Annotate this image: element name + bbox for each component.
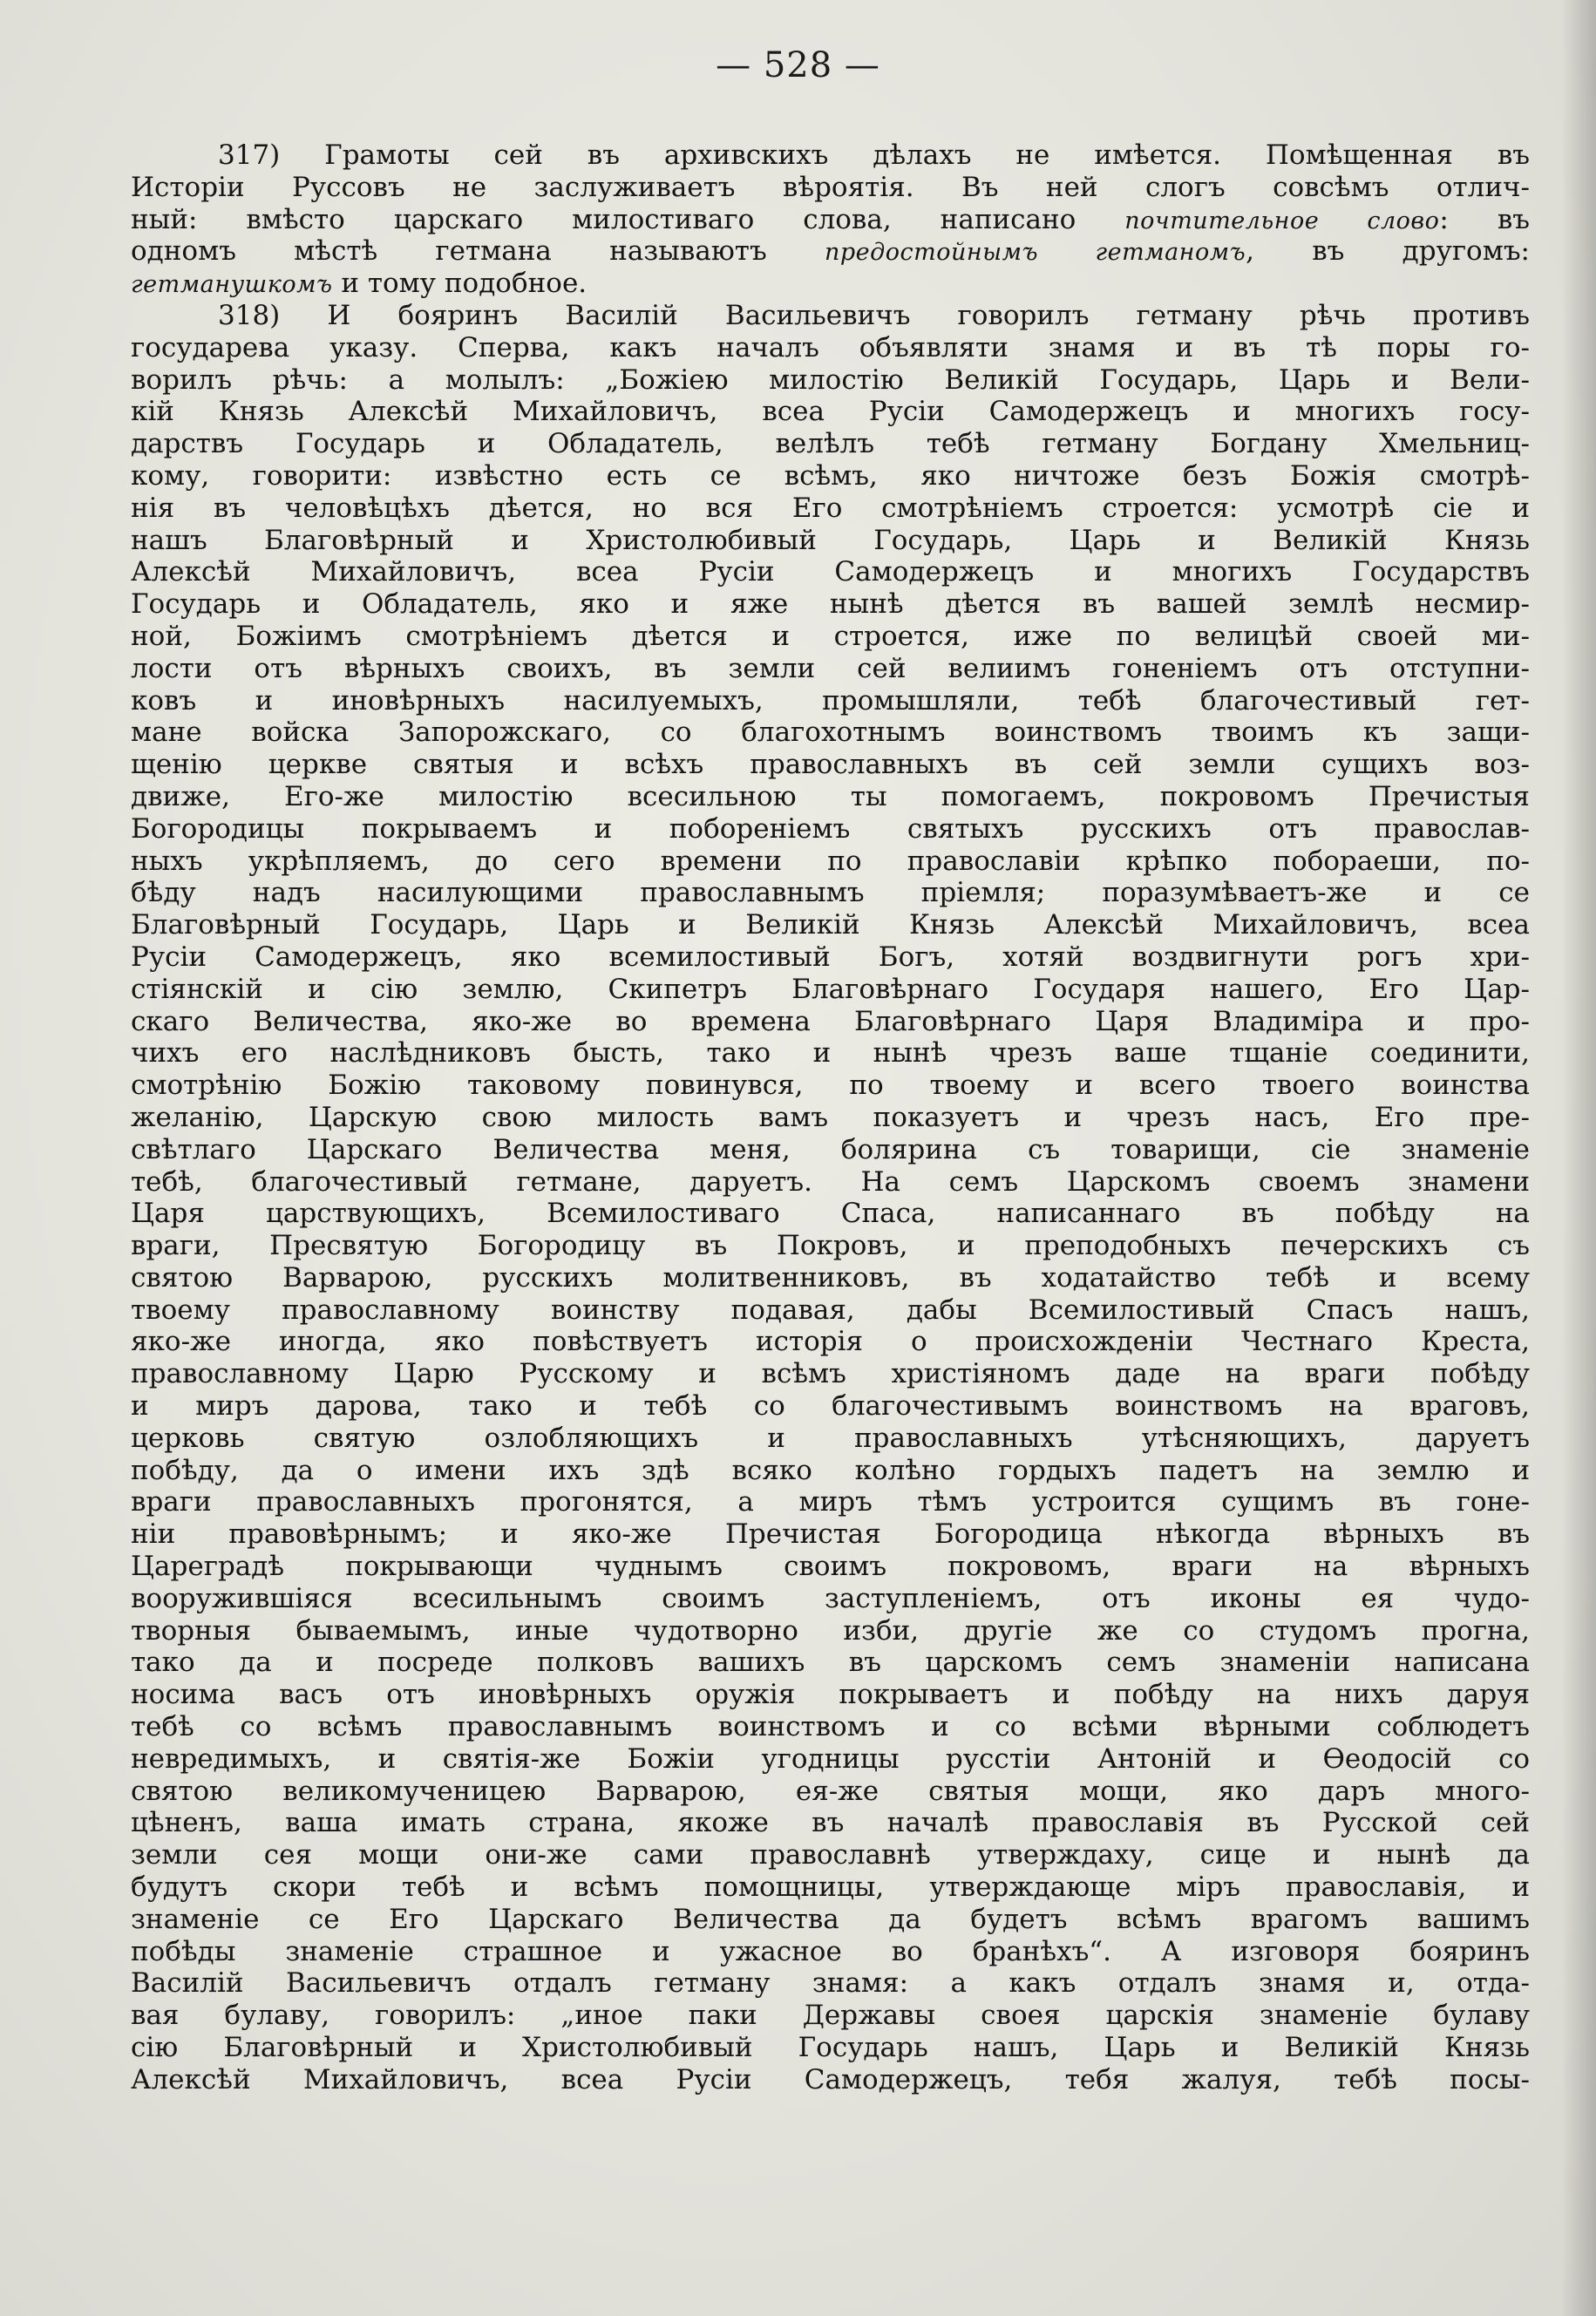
text-line [131, 268, 1530, 300]
text-line: кій Князь Алексѣй Михайловичъ, всеа Русіи Самодержецъ и многихъ госу- [131, 396, 1530, 428]
text-line: щенію церкве святыя и всѣхъ православныхъ въ сей земли сущихъ воз- [131, 749, 1530, 781]
text-line: яко-же иногда, яко повѣствуетъ исторія о происхожденіи Честнаго Креста, [131, 1326, 1530, 1358]
text-line: носима васъ отъ иновѣрныхъ оружія покрываетъ и побѣду на нихъ даруя [131, 1679, 1530, 1711]
text-run: ный: вмѣсто царскаго милостиваго слова, написано [131, 203, 1076, 235]
text-line: движе, Его-же милостію всесильною ты помогаемъ, покровомъ Пречистыя [131, 780, 1530, 812]
text-line: Благовѣрный Государь, Царь и Великій Князь Алексѣй Михайловичъ, всеа [131, 909, 1530, 941]
italic-phrase: предостойнымъ гетманомъ [824, 239, 1246, 267]
text-line: дарствъ Государь и Обладатель, велѣлъ тебѣ гетману Богдану Хмельниц- [131, 428, 1530, 460]
text-run: и тому подобное. [332, 268, 587, 300]
text-run: одномъ мѣстѣ гетмана называютъ [131, 235, 767, 268]
text-line: желанію, Царскую свою милость вамъ показуетъ и чрезъ насъ, Его пре- [131, 1101, 1530, 1133]
text-line: Царя царствующихъ, Всемилостиваго Спаса, написаннаго въ побѣду на [131, 1198, 1530, 1230]
footnote-317 [131, 139, 1530, 300]
text-line: побѣды знаменіе страшное и ужасное во бранѣхъ“. А изговоря бояринъ [131, 1935, 1530, 1967]
text-line: ныхъ укрѣпляемъ, до сего времени по православіи крѣпко побораеши, по- [131, 845, 1530, 877]
text-line: скаго Величества, яко-же во времена Благовѣрнаго Царя Владиміра и про- [131, 1005, 1530, 1037]
text-line: чихъ его наслѣдниковъ бысть, тако и нынѣ чрезъ ваше тщаніе соединити, [131, 1037, 1530, 1070]
text-line: церковь святую озлобляющихъ и православныхъ утѣсняющихъ, даруетъ [131, 1422, 1530, 1454]
text-run: : въ [1439, 203, 1530, 235]
text-line [131, 204, 1530, 236]
text-line: вооружившіяся всесильнымъ своимъ заступленіемъ, отъ иконы ея чудо- [131, 1582, 1530, 1614]
text-line [131, 235, 1530, 268]
text-line: твоему православному воинству подавая, дабы Всемилостивый Спасъ нашъ, [131, 1294, 1530, 1326]
text-line: ніи правовѣрнымъ; и яко-же Пречистая Богородица нѣкогда вѣрныхъ въ [131, 1518, 1530, 1551]
text-line: ной, Божіимъ смотрѣніемъ дѣется и строется, иже по велицѣй своей ми- [131, 620, 1530, 652]
text-line: Русіи Самодержецъ, яко всемилостивый Богъ, хотяй воздвигнути рогъ хри- [131, 941, 1530, 973]
footnote-318 [131, 300, 1530, 2096]
text-line: творныя бываемымъ, иные чудотворно изби, другіе же со студомъ прогна, [131, 1614, 1530, 1647]
text-line: 318) И бояринъ Василій Васильевичъ говорилъ гетману рѣчь противъ [218, 299, 1530, 331]
text-line: вая булаву, говорилъ: „иное паки Державы своея царскія знаменіе булаву [131, 2000, 1530, 2032]
text-line: будутъ скори тебѣ и всѣмъ помощницы, утверждающе міръ православія, и [131, 1871, 1530, 1904]
text-line: и миръ дарова, тако и тебѣ со благочестивымъ воинствомъ на враговъ, [131, 1390, 1530, 1423]
text-line: смотрѣнію Божію таковому повинувся, по твоему и всего твоего воинства [131, 1070, 1530, 1102]
text-line: православному Царю Русскому и всѣмъ христіяномъ даде на враги побѣду [131, 1358, 1530, 1390]
text-line: побѣду, да о имени ихъ здѣ всяко колѣно гордыхъ падетъ на землю и [131, 1454, 1530, 1486]
text-line: стіянскій и сію землю, Скипетръ Благовѣрнаго Государя нашего, Его Цар- [131, 973, 1530, 1005]
text-line: Богородицы покрываемъ и побореніемъ святыхъ русскихъ отъ православ- [131, 812, 1530, 845]
text-line: Алексѣй Михайловичъ, всеа Русіи Самодержецъ и многихъ Государствъ [131, 556, 1530, 588]
text-line: тебѣ со всѣмъ православнымъ воинствомъ и со всѣми вѣрными соблюдетъ [131, 1711, 1530, 1743]
text-line: государева указу. Сперва, какъ началъ объявляти знамя и въ тѣ поры го- [131, 331, 1530, 363]
text-line: земли сея мощи они-же сами православнѣ утверждаху, сице и нынѣ да [131, 1839, 1530, 1871]
body-text [131, 139, 1530, 2096]
text-line: святою Варварою, русскихъ молитвенниковъ, въ ходатайство тебѣ и всему [131, 1261, 1530, 1294]
text-line: Алексѣй Михайловичъ, всеа Русіи Самодержецъ, тебя жалуя, тебѣ посы- [131, 2063, 1530, 2095]
text-line: ворилъ рѣчь: а молылъ: „Божіею милостію Великій Государь, Царь и Вели- [131, 363, 1530, 396]
page-number: — 528 — [716, 45, 880, 85]
text-line: нія въ человѣцѣхъ дѣется, но вся Его смотрѣніемъ строется: усмотрѣ сіе и [131, 492, 1530, 524]
text-line: бѣду надъ насилующими православнымъ пріемля; поразумѣваетъ-же и се [131, 877, 1530, 909]
text-line: тебѣ, благочестивый гетмане, даруетъ. На семъ Царскомъ своемъ знамени [131, 1165, 1530, 1198]
text-line: нашъ Благовѣрный и Христолюбивый Государь, Царь и Великій Князь [131, 524, 1530, 556]
text-line: враги православныхъ прогонятся, а миръ тѣмъ устроится сущимъ въ гоне- [131, 1486, 1530, 1518]
text-line: свѣтлаго Царскаго Величества меня, болярина съ товарищи, сіе знаменіе [131, 1133, 1530, 1165]
text-line: тако да и посреде полковъ вашихъ въ царскомъ семъ знаменіи написана [131, 1647, 1530, 1679]
text-line: Исторіи Руссовъ не заслуживаетъ вѣроятія. Въ ней слогъ совсѣмъ отлич- [131, 171, 1530, 203]
text-line: невредимыхъ, и святія-же Божіи угодницы русстіи Антоній и Ѳеодосій со [131, 1742, 1530, 1775]
text-line: 317) Грамоты сей въ архивскихъ дѣлахъ не имѣется. Помѣщенная въ [218, 139, 1530, 171]
text-line: мане войска Запорожскаго, со благохотнымъ воинствомъ твоимъ къ защи- [131, 717, 1530, 749]
italic-phrase: почтительное слово [1124, 207, 1440, 234]
text-line: знаменіе се Его Царскаго Величества да будетъ всѣмъ врагомъ вашимъ [131, 1903, 1530, 1935]
text-line: святою великомученицею Варварою, ея-же святыя мощи, яко даръ много- [131, 1775, 1530, 1807]
text-line: лости отъ вѣрныхъ своихъ, въ земли сей велиимъ гоненіемъ отъ отступни- [131, 652, 1530, 684]
text-line: Василій Васильевичъ отдалъ гетману знамя: а какъ отдалъ знамя и, отда- [131, 1967, 1530, 2000]
text-line: враги, Пресвятую Богородицу въ Покровъ, и преподобныхъ печерскихъ съ [131, 1230, 1530, 1262]
text-line: цѣненъ, ваша имать страна, якоже въ началѣ православія въ Русской сей [131, 1807, 1530, 1839]
page-spine-shadow [1561, 0, 1596, 2316]
text-run: , въ другомъ: [1246, 235, 1530, 268]
italic-phrase: гетманушкомъ [131, 271, 333, 299]
text-line: сію Благовѣрный и Христолюбивый Государь нашъ, Царь и Великій Князь [131, 2032, 1530, 2064]
text-line: ковъ и иновѣрныхъ насилуемыхъ, промышляли, тебѣ благочестивый гет- [131, 684, 1530, 717]
text-line: кому, говорити: извѣстно есть се всѣмъ, яко ничтоже безъ Божія смотрѣ- [131, 459, 1530, 492]
text-line: Цареградѣ покрывающи чуднымъ своимъ покровомъ, враги на вѣрныхъ [131, 1551, 1530, 1583]
text-line: Государь и Обладатель, яко и яже нынѣ дѣется въ вашей землѣ несмир- [131, 588, 1530, 621]
